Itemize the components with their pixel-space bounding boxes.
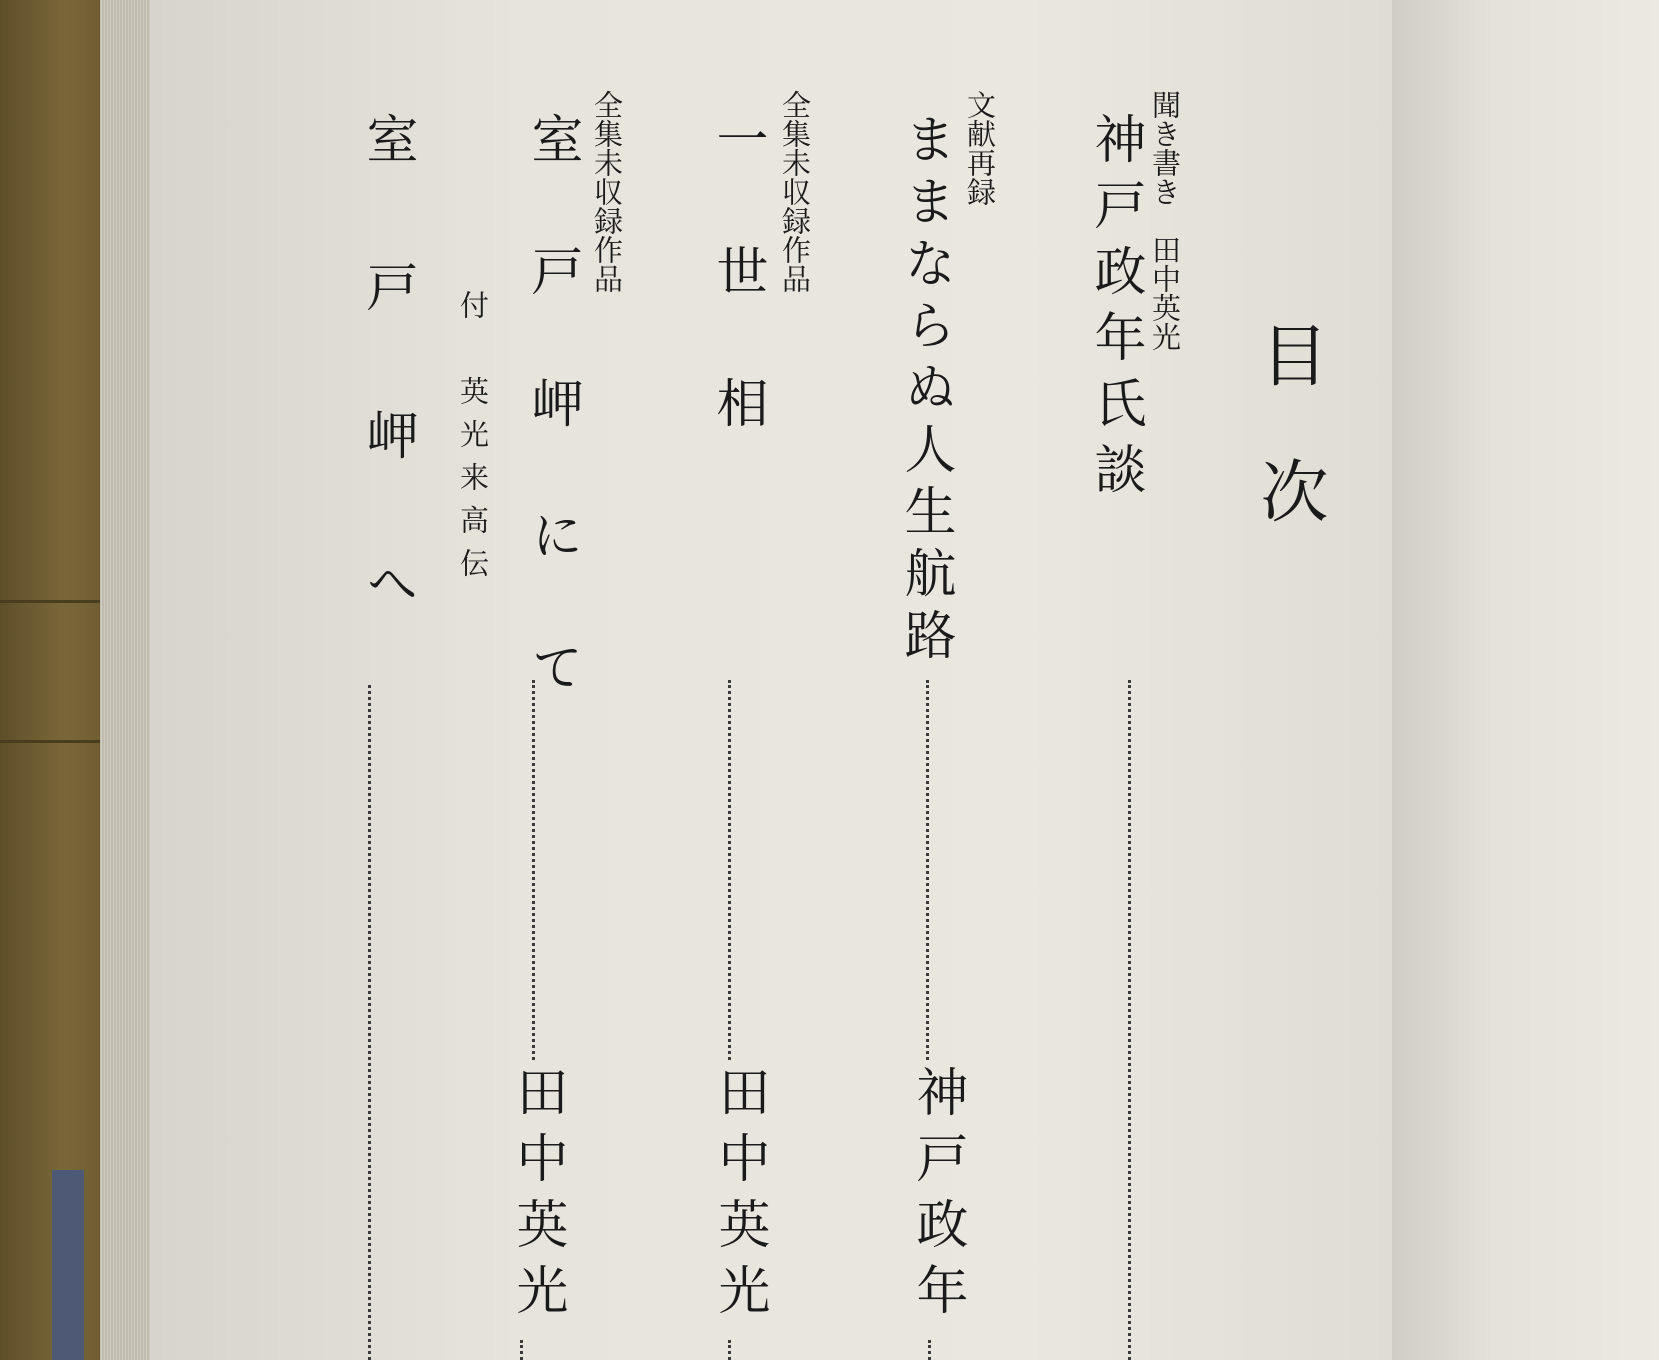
entry-author: 神戸政年 (907, 1065, 967, 1329)
leader-dots (532, 680, 535, 1060)
entry-label: 全集未収録作品 (778, 90, 812, 293)
entry-title[interactable]: ままならぬ人生航路 (895, 112, 955, 670)
entry-title[interactable]: 一 世 相 (707, 112, 767, 442)
leader-dots (728, 1340, 731, 1360)
book-spine (52, 1170, 84, 1360)
leader-dots (926, 680, 929, 1060)
entry-title[interactable]: 神戸政年氏談 (1085, 112, 1145, 508)
toc-heading: 目 次 (1249, 320, 1328, 524)
entry-author: 田中英光 (507, 1065, 567, 1329)
entry-label: 付 英光来高伝 (456, 290, 490, 591)
leader-dots (928, 1340, 931, 1360)
entry-label: 聞き書き 田中英光 (1148, 90, 1182, 351)
leader-dots (520, 1340, 523, 1360)
facing-page (1392, 0, 1659, 1360)
leader-dots (368, 685, 371, 1360)
entry-author: 田中英光 (709, 1065, 769, 1329)
entry-title[interactable]: 室 戸 岬 へ (357, 112, 417, 630)
entry-label: 全集未収録作品 (590, 90, 624, 293)
entry-title[interactable]: 室 戸 岬 に て (522, 112, 582, 706)
leader-dots (1128, 680, 1131, 1360)
leader-dots (728, 680, 731, 1060)
entry-label: 文献再録 (963, 90, 997, 206)
